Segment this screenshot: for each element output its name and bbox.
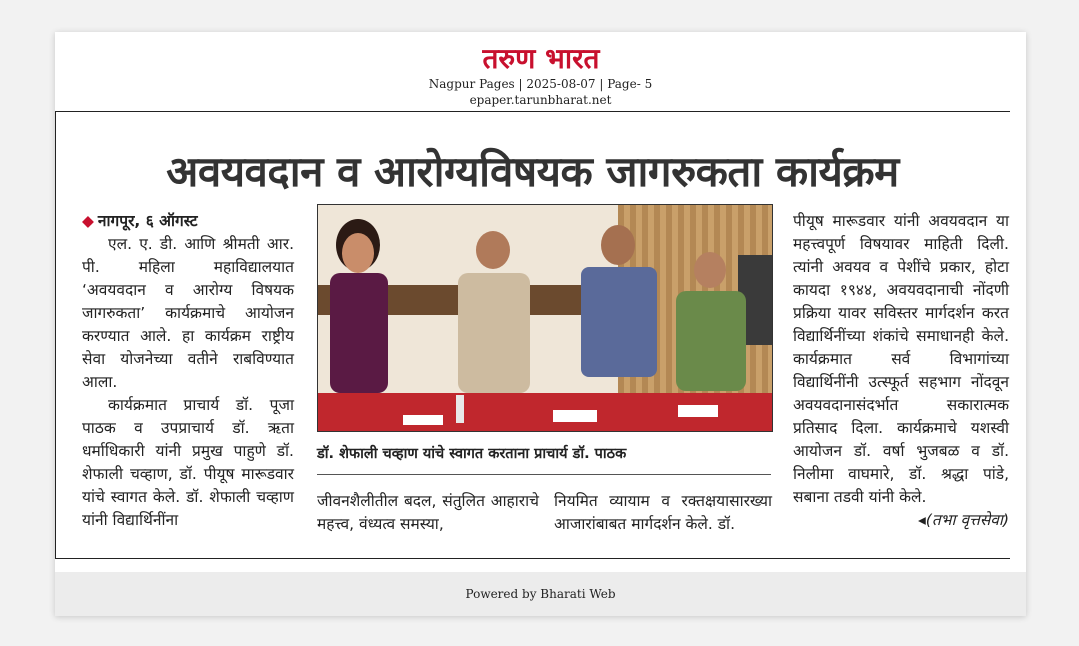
bottom-rule	[55, 558, 1010, 559]
paragraph: पीयूष मारूडवार यांनी अवयवदान या महत्त्वपूर्ण विषयावर माहिती दिली. त्यांनी अवयव व पेशींचे प्रकार, होटा कायदा १९४४, अवयवदानाची नोंदणी प्रक्रिया यावर सविस्तर मार्गदर्शन करत विद्यार्थिनींच्या शंकांचे समाधानही केले. कार्यक्रमात सर्व विभागांच्या विद्यार्थिनींनी उत्स्फूर्त सहभाग नोंदवून अवयवदानासंदर्भात सकारात्मक प्रतिसाद दिला. कार्यक्रमाचे यशस्वी आयोजन डॉ. वर्षा भुजबळ व डॉ. निलीमा वाघमारे, डॉ. श्रद्धा पांडे, सबाना तडवी यांनी केले.	[793, 212, 1009, 506]
masthead	[55, 32, 1026, 112]
paragraph: कार्यक्रमात प्राचार्य डॉ. पूजा पाठक व उपप्राचार्य डॉ. ऋता धर्माधिकारी यांनी प्रमुख पाहुणे डॉ. शेफाली चव्हाण, डॉ. पीयूष मारूडवार यांचे स्वागत केले. डॉ. शेफाली चव्हाण यांनी विद्यार्थिनींना	[82, 396, 294, 529]
logo-text: तरुण भारत	[482, 42, 600, 74]
photo-illustration	[318, 205, 772, 431]
footer	[55, 572, 1026, 616]
photo-caption: डॉ. शेफाली चव्हाण यांचे स्वागत करताना प्राचार्य डॉ. पाठक	[317, 446, 627, 462]
article-column-1	[82, 210, 294, 532]
article-photo	[317, 204, 773, 432]
tarun-bharat-logo	[445, 40, 637, 74]
caption-rule	[317, 474, 771, 475]
article-column-3: नियमित व्यायाम व रक्तक्षयासारख्या आजारांबाबत मार्गदर्शन केले. डॉ.	[554, 492, 772, 533]
byline-signature: ◂(तभा वृत्तसेवा)	[918, 511, 1009, 529]
dateline	[82, 210, 294, 233]
dateline-text: नागपूर, ६ ऑगस्ट	[97, 212, 198, 230]
article-column-2: जीवनशैलीतील बदल, संतुलित आहाराचे महत्त्व, वंध्यत्व समस्या,	[317, 492, 539, 533]
diamond-icon: ◆	[82, 212, 94, 230]
article-column-4	[793, 210, 1009, 532]
epaper-url[interactable]: epaper.tarunbharat.net	[469, 93, 612, 107]
article-headline: अवयवदान व आरोग्यविषयक जागरुकता कार्यक्रम	[166, 147, 899, 196]
top-rule	[55, 111, 1010, 112]
edition-meta: Nagpur Pages | 2025-08-07 | Page- 5	[428, 77, 653, 91]
powered-by-link[interactable]: Powered by Bharati Web	[465, 587, 616, 601]
paragraph: एल. ए. डी. आणि श्रीमती आर. पी. महिला महाविद्यालयात ‘अवयवदान व आरोग्य विषयक जागरुकता’ कार्यक्रमाचे आयोजन करण्यात आले. हा कार्यक्रम राष्ट्रीय सेवा योजनेच्या वतीने राबविण्यात आला.	[82, 235, 294, 391]
epaper-card	[55, 32, 1026, 616]
